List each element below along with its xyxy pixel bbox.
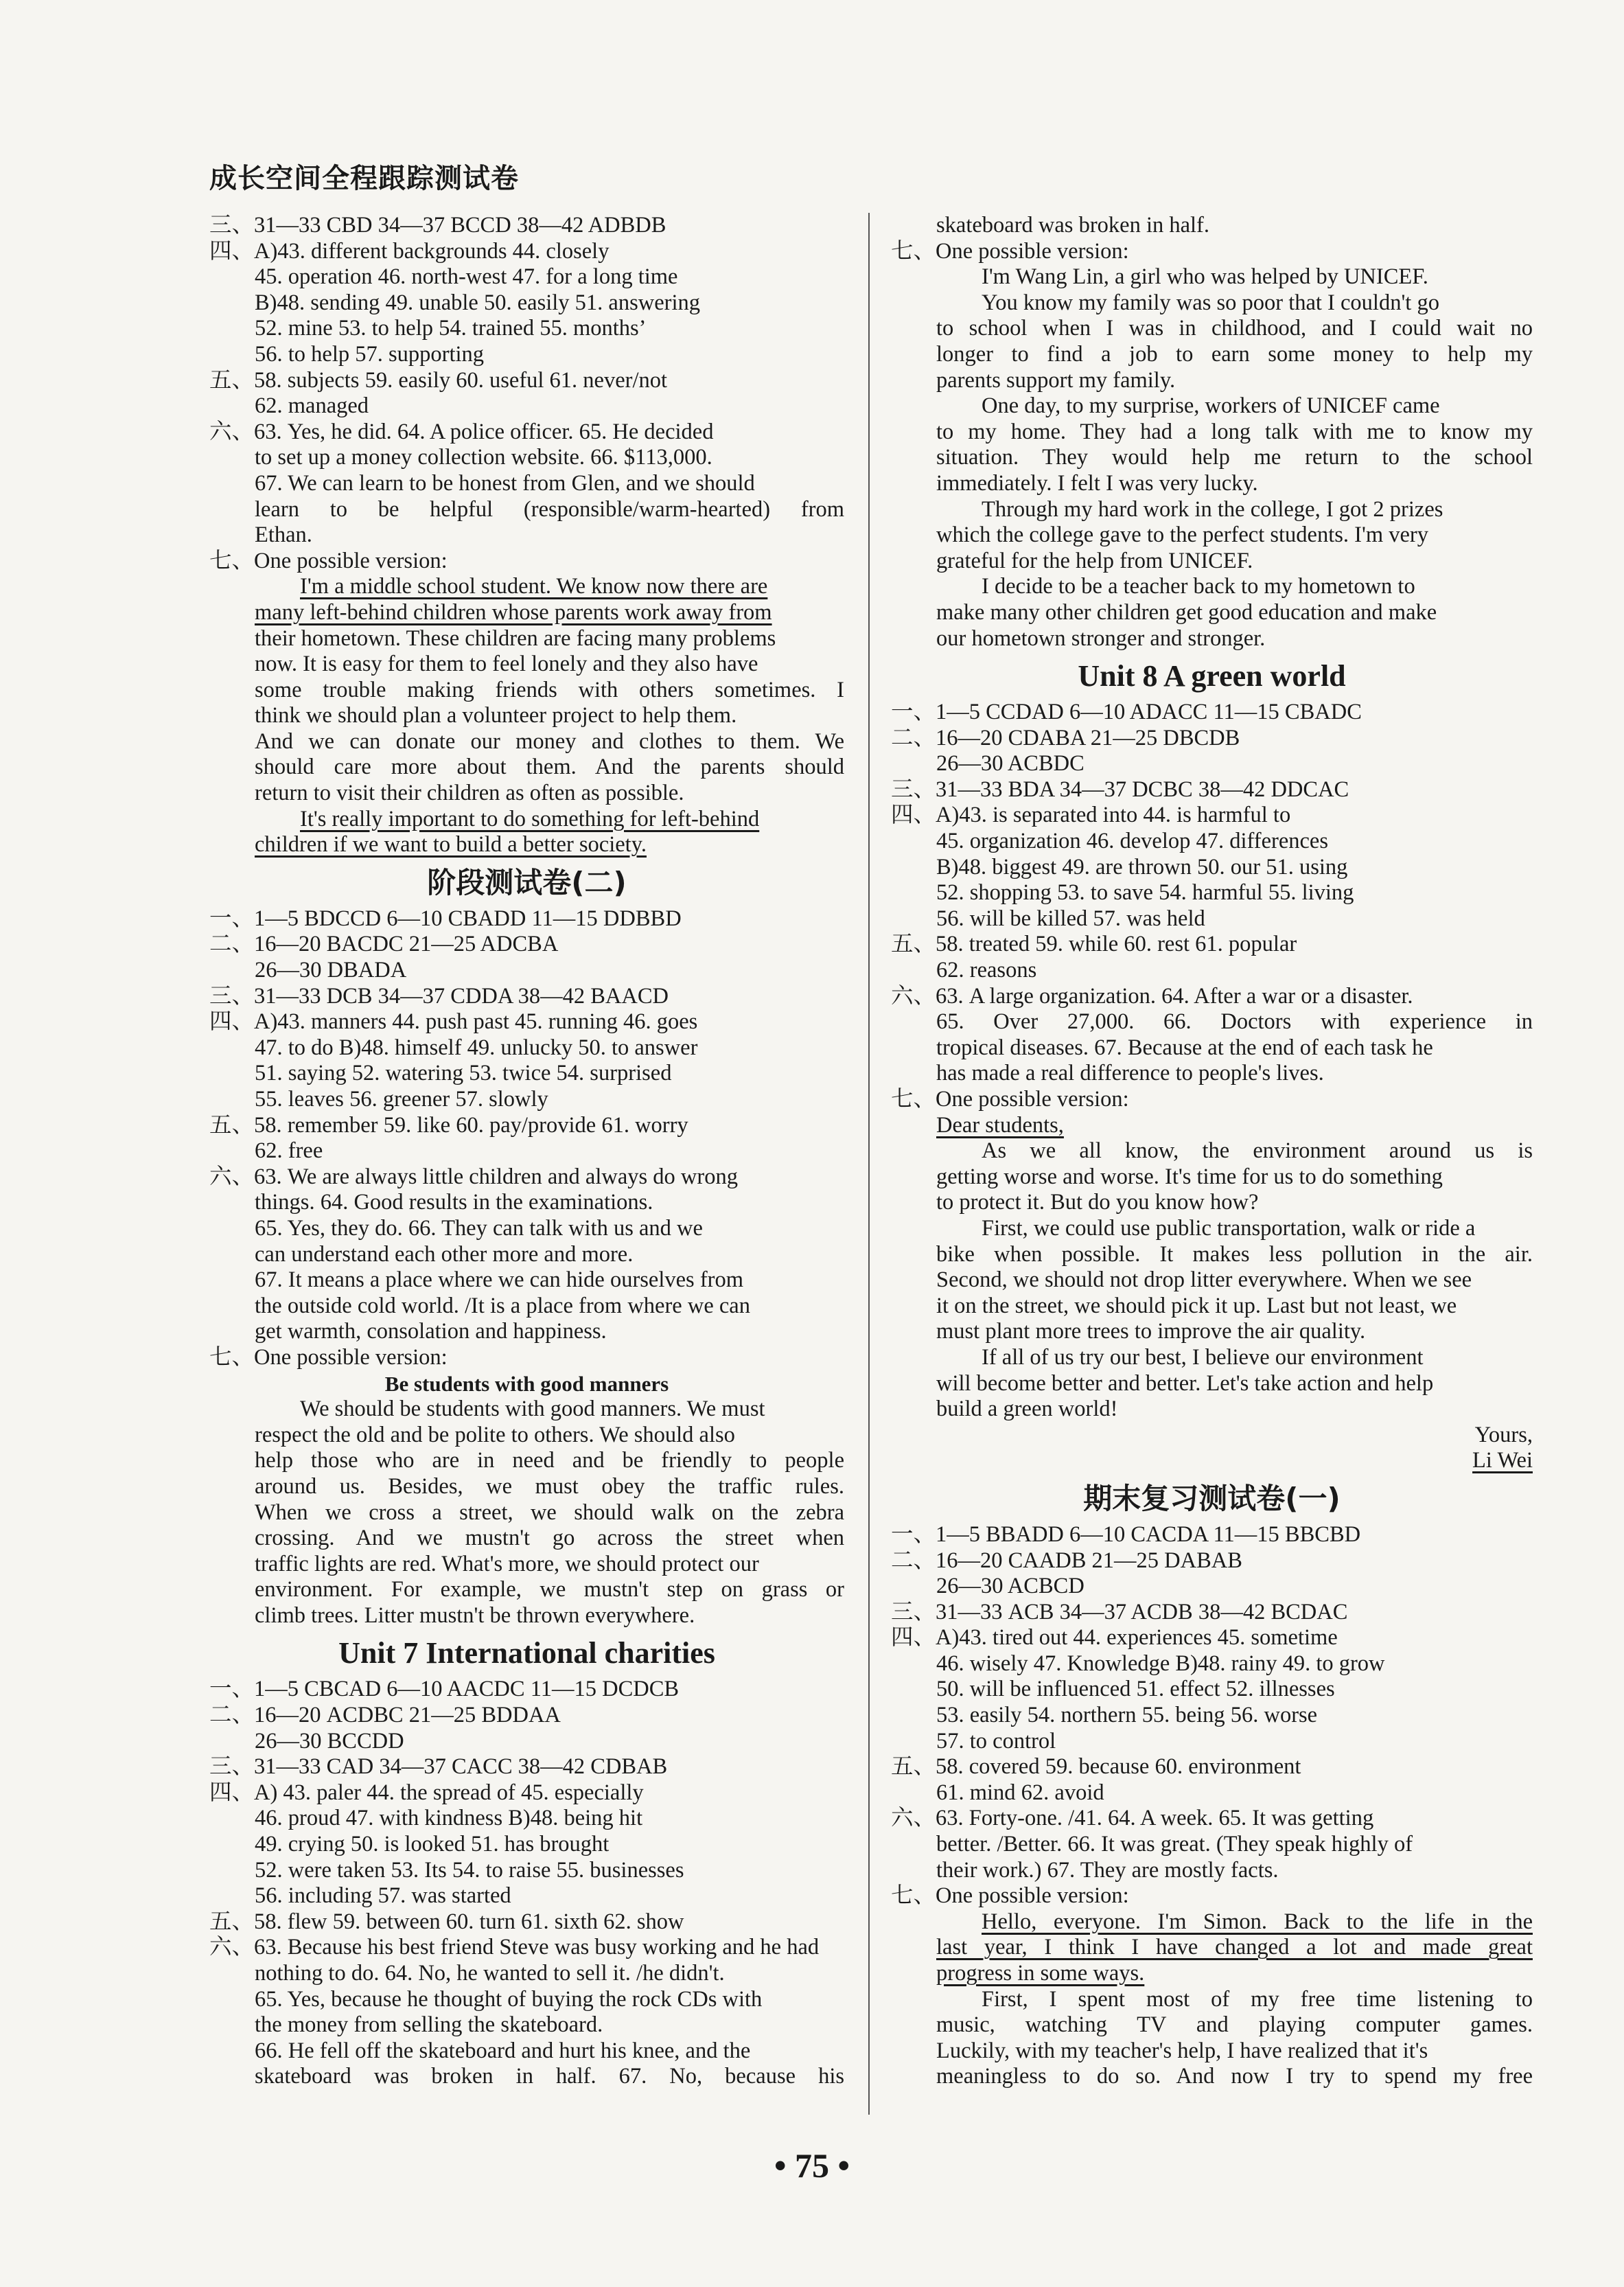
answer-line: 三、31—33 CBD 34—37 BCCD 38—42 ADBDB	[209, 213, 666, 238]
answer-line: learn to be helpful (responsible/warm-hearted) from	[255, 496, 844, 522]
section-title: Unit 7 International charities	[338, 1636, 715, 1670]
answer-line: Hello, everyone. I'm Simon. Back to the life in the	[982, 1909, 1533, 1934]
answer-line: B)48. biggest 49. are thrown 50. our 51. using	[936, 854, 1348, 880]
answer-line: Through my hard work in the college, I got 2 prizes	[982, 496, 1443, 522]
answer-line: 67. It means a place where we can hide ourselves from	[255, 1267, 744, 1293]
section-title: 期末复习测试卷(一)	[1083, 1481, 1341, 1515]
answer-line: 三、31—33 DCB 34—37 CDDA 38—42 BAACD	[209, 983, 669, 1009]
answer-line: will become better and better. Let's take action and help	[936, 1370, 1434, 1396]
answer-line: 一、1—5 CBCAD 6—10 AACDC 11—15 DCDCB	[209, 1677, 680, 1702]
answer-line: has made a real difference to people's lives.	[936, 1061, 1324, 1086]
answer-line: 六、63. We are always little children and always do wrong	[209, 1164, 738, 1189]
answer-line: You know my family was so poor that I couldn't go	[982, 290, 1439, 315]
answer-line: 47. to do B)48. himself 49. unlucky 50. to answer	[255, 1035, 698, 1060]
answer-line: 七、One possible version:	[891, 1087, 1129, 1112]
answer-line: longer to find a job to earn some money to help my	[936, 341, 1533, 367]
answer-line: their work.) 67. They are mostly facts.	[936, 1857, 1279, 1883]
answer-line: Second, we should not drop litter everywhere. When we see	[936, 1267, 1472, 1293]
answer-line: And we can donate our money and clothes to them. We	[255, 728, 844, 754]
answer-line: many left-behind children whose parents work away from	[255, 599, 772, 625]
section-title: Unit 8 A green world	[1078, 659, 1346, 693]
answer-line: It's really important to do something for left-behind	[300, 806, 760, 831]
answer-line: nothing to do. 64. No, he wanted to sell it. /he didn't.	[255, 1961, 725, 1986]
answer-line: 四、A)43. different backgrounds 44. closely	[209, 238, 610, 264]
answer-line: 六、63. Yes, he did. 64. A police officer. 65. He decided	[209, 419, 714, 444]
answer-line: can understand each other more and more.	[255, 1241, 634, 1267]
answer-line: 65. Over 27,000. 66. Doctors with experience in	[936, 1009, 1533, 1035]
answer-line: 五、58. remember 59. like 60. pay/provide 61. worry	[209, 1112, 688, 1138]
answer-line: 26—30 ACBDC	[936, 751, 1084, 777]
answer-line: 五、58. treated 59. while 60. rest 61. popular	[891, 932, 1297, 957]
answer-line: 六、63. A large organization. 64. After a war or a disaster.	[891, 983, 1413, 1009]
answer-line: climb trees. Litter mustn't be thrown everywhere.	[255, 1602, 695, 1628]
answer-line: I'm a middle school student. We know now there are	[300, 574, 768, 599]
answer-line: Yours,	[1474, 1422, 1533, 1447]
answer-line: 45. operation 46. north-west 47. for a long time	[255, 264, 678, 290]
answer-line: 53. easily 54. northern 55. being 56. worse	[936, 1703, 1318, 1728]
answer-line: think we should plan a volunteer project to help them.	[255, 703, 737, 728]
answer-line: 四、A) 43. paler 44. the spread of 45. especially	[209, 1780, 644, 1805]
answer-line: to set up a money collection website. 66. $113,000.	[255, 445, 712, 470]
answer-line: grateful for the help from UNICEF.	[936, 548, 1253, 573]
answer-line: 62. managed	[255, 393, 369, 419]
answer-line: 二、16—20 CAADB 21—25 DABAB	[891, 1548, 1242, 1573]
answer-line: parents support my family.	[936, 367, 1176, 393]
answer-line: to my home. They had a long talk with me to know my	[936, 419, 1533, 444]
answer-line: help those who are in need and be friendly to people	[255, 1448, 844, 1473]
section-title: Be students with good manners	[384, 1371, 669, 1396]
answer-line: 46. proud 47. with kindness B)48. being hit	[255, 1806, 643, 1831]
answer-line: 52. mine 53. to help 54. trained 55. months’	[255, 316, 647, 341]
answer-line: 六、63. Forty-one. /41. 64. A week. 65. It was getting	[891, 1806, 1374, 1831]
answer-line: 七、One possible version:	[209, 1344, 448, 1370]
answer-line: 45. organization 46. develop 47. differences	[936, 829, 1328, 854]
answer-line: 26—30 BCCDD	[255, 1728, 404, 1754]
answer-line: traffic lights are red. What's more, we should protect our	[255, 1551, 759, 1576]
answer-line: I'm Wang Lin, a girl who was helped by UNICEF.	[982, 264, 1428, 290]
answer-line: some trouble making friends with others sometimes. I	[255, 677, 844, 702]
answer-line: crossing. And we mustn't go across the street when	[255, 1526, 844, 1551]
answer-line: 一、1—5 BDCCD 6—10 CBADD 11—15 DDBBD	[209, 906, 682, 931]
right-column	[891, 213, 1533, 2090]
answer-line: 七、One possible version:	[891, 238, 1129, 264]
answer-line: now. It is easy for them to feel lonely and they also have	[255, 652, 758, 677]
answer-line: 46. wisely 47. Knowledge B)48. rainy 49. to grow	[936, 1651, 1385, 1676]
answer-line: their hometown. These children are facing many problems	[255, 625, 776, 651]
answer-line: When we cross a street, we should walk on the zebra	[255, 1499, 844, 1525]
answer-line: progress in some ways.	[936, 1961, 1145, 1986]
answer-line: 七、One possible version:	[891, 1883, 1129, 1909]
answer-line: B)48. sending 49. unable 50. easily 51. answering	[255, 290, 700, 315]
answer-line: children if we want to build a better society.	[255, 832, 647, 858]
answer-line: 49. crying 50. is looked 51. has brought	[255, 1832, 610, 1857]
answer-line: 56. to help 57. supporting	[255, 341, 485, 367]
answer-line: 一、1—5 BBADD 6—10 CACDA 11—15 BBCBD	[891, 1521, 1361, 1547]
answer-line: First, I spent most of my free time listening to	[982, 1986, 1533, 2012]
answer-line: immediately. I felt I was very lucky.	[936, 470, 1258, 496]
answer-line: skateboard was broken in half.	[936, 213, 1209, 238]
answer-line: the outside cold world. /It is a place from where we can	[255, 1293, 750, 1318]
answer-line: things. 64. Good results in the examinations.	[255, 1190, 653, 1215]
answer-line: 50. will be influenced 51. effect 52. illnesses	[936, 1677, 1335, 1702]
answer-line: music, watching TV and playing computer games.	[936, 2012, 1533, 2038]
answer-line: 三、31—33 CAD 34—37 CACC 38—42 CDBAB	[209, 1754, 668, 1780]
answer-line: Ethan.	[255, 522, 312, 548]
section-title: 阶段测试卷(二)	[427, 865, 627, 899]
answer-line: it on the street, we should pick it up. Last but not least, we	[936, 1293, 1457, 1318]
answer-line: 55. leaves 56. greener 57. slowly	[255, 1087, 548, 1112]
answer-line: Li Wei	[1472, 1448, 1533, 1473]
answer-line: 五、58. flew 59. between 60. turn 61. sixth 62. show	[209, 1909, 684, 1934]
answer-line: bike when possible. It makes less pollution in the air.	[936, 1241, 1533, 1267]
answer-line: getting worse and worse. It's time for us to do something	[936, 1164, 1443, 1189]
answer-line: 六、63. Because his best friend Steve was busy working and he had	[209, 1935, 820, 1960]
answer-line: around us. Besides, we must obey the traffic rules.	[255, 1473, 844, 1499]
answer-line: 二、16—20 BACDC 21—25 ADCBA	[209, 932, 559, 957]
answer-line: 三、31—33 ACB 34—37 ACDB 38—42 BCDAC	[891, 1599, 1348, 1624]
answer-line: 52. shopping 53. to save 54. harmful 55. living	[936, 880, 1354, 906]
answer-line: 五、58. covered 59. because 60. environment	[891, 1754, 1301, 1780]
answer-line: Dear students,	[936, 1112, 1064, 1138]
answer-line: 65. Yes, because he thought of buying the rock CDs with	[255, 1986, 763, 2012]
answer-line: the money from selling the skateboard.	[255, 2012, 603, 2038]
answer-line: last year, I think I have changed a lot and made great	[936, 1935, 1533, 1960]
answer-line: 四、A)43. tired out 44. experiences 45. sometime	[891, 1625, 1338, 1651]
answer-line: I decide to be a teacher back to my hometown to	[982, 574, 1415, 599]
page-number: • 75 •	[774, 2146, 850, 2185]
answer-line: skateboard was broken in half. 67. No, because his	[255, 2064, 844, 2089]
answer-line: 四、A)43. manners 44. push past 45. running 46. goes	[209, 1009, 698, 1035]
answer-line: 57. to control	[936, 1728, 1056, 1754]
answer-line: 26—30 ACBCD	[936, 1574, 1084, 1599]
answer-line: make many other children get good education and make	[936, 599, 1437, 625]
answer-line: 56. including 57. was started	[255, 1883, 511, 1909]
answer-line: 26—30 DBADA	[255, 958, 407, 983]
answer-line: get warmth, consolation and happiness.	[255, 1319, 607, 1344]
answer-line: 五、58. subjects 59. easily 60. useful 61. never/not	[209, 367, 668, 393]
answer-line: 一、1—5 CCDAD 6—10 ADACC 11—15 CBADC	[891, 700, 1362, 725]
answer-line: should care more about them. And the parents should	[255, 755, 844, 780]
answer-line: to protect it. But do you know how?	[936, 1190, 1259, 1215]
answer-line: respect the old and be polite to others. We should also	[255, 1422, 735, 1447]
answer-line: 52. were taken 53. Its 54. to raise 55. businesses	[255, 1857, 684, 1883]
answer-line: 67. We can learn to be honest from Glen, and we should	[255, 470, 755, 496]
answer-line: First, we could use public transportation, walk or ride a	[982, 1215, 1476, 1241]
answer-line: 56. will be killed 57. was held	[936, 906, 1205, 931]
answer-line: 61. mind 62. avoid	[936, 1780, 1104, 1805]
answer-line: If all of us try our best, I believe our environment	[982, 1344, 1424, 1370]
answer-line: environment. For example, we mustn't step on grass or	[255, 1577, 844, 1602]
answer-line: 66. He fell off the skateboard and hurt his knee, and the	[255, 2038, 751, 2063]
answer-line: tropical diseases. 67. Because at the end of each task he	[936, 1035, 1433, 1060]
answer-line: 62. free	[255, 1138, 323, 1164]
answer-line: 二、16—20 ACDBC 21—25 BDDAA	[209, 1703, 561, 1728]
answer-line: return to visit their children as often as possible.	[255, 781, 684, 806]
answer-line: 三、31—33 BDA 34—37 DCBC 38—42 DDCAC	[891, 777, 1349, 802]
page-header: 成长空间全程跟踪测试卷	[209, 163, 519, 194]
answer-line: to school when I was in childhood, and I could wait no	[936, 316, 1533, 341]
answer-line: As we all know, the environment around us is	[982, 1138, 1533, 1164]
answer-line: 四、A)43. is separated into 44. is harmful to	[891, 803, 1291, 828]
column-divider	[868, 213, 870, 2115]
answer-line: 二、16—20 CDABA 21—25 DBCDB	[891, 725, 1240, 750]
answer-line: 62. reasons	[936, 958, 1037, 983]
answer-line: We should be students with good manners. We must	[300, 1397, 765, 1422]
answer-line: our hometown stronger and stronger.	[936, 625, 1266, 651]
answer-line: Luckily, with my teacher's help, I have realized that it's	[936, 2038, 1428, 2063]
answer-line: 七、One possible version:	[209, 548, 448, 573]
answer-line: One day, to my surprise, workers of UNICEF came	[982, 393, 1440, 419]
answer-line: build a green world!	[936, 1397, 1118, 1422]
answer-line: must plant more trees to improve the air quality.	[936, 1319, 1366, 1344]
answer-line: which the college gave to the perfect students. I'm very	[936, 522, 1428, 548]
answer-line: 65. Yes, they do. 66. They can talk with us and we	[255, 1215, 703, 1241]
answer-line: 51. saying 52. watering 53. twice 54. surprised	[255, 1061, 672, 1086]
answer-line: meaningless to do so. And now I try to spend my free	[936, 2064, 1533, 2089]
left-column	[209, 213, 844, 2090]
answer-line: situation. They would help me return to the school	[936, 445, 1533, 470]
answer-line: better. /Better. 66. It was great. (They speak highly of	[936, 1832, 1413, 1857]
